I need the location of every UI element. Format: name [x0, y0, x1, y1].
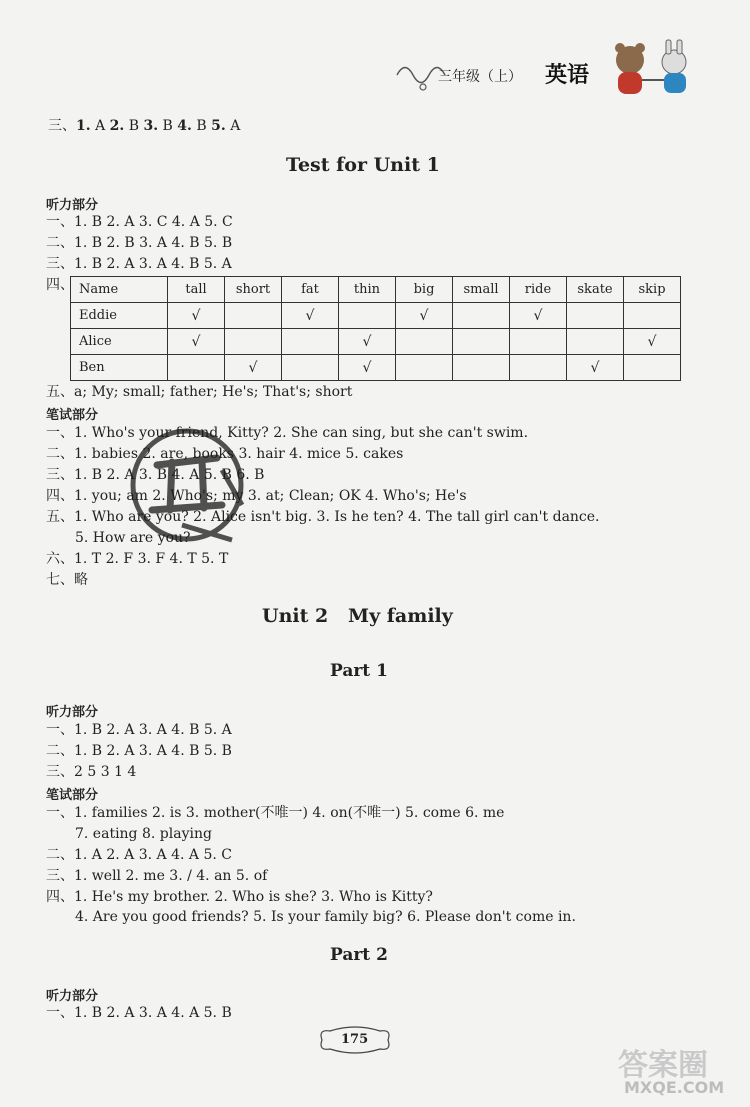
table-header-cell: tall	[168, 277, 225, 303]
answer-line: 二、1. B 2. B 3. A 4. B 5. B	[46, 235, 233, 251]
answer-line: 二、1. B 2. A 3. A 4. B 5. B	[46, 743, 232, 759]
answer-line: 5. How are you?	[75, 530, 191, 546]
table-cell	[282, 329, 339, 355]
answer-line: 五、1. Who are you? 2. Alice isn't big. 3. Is he ten? 4. The tall girl can't dance.	[46, 509, 600, 525]
answer-line: 七、略	[46, 572, 88, 588]
table-cell-name: Ben	[71, 355, 168, 381]
answer-line: 一、1. B 2. A 3. A 4. A 5. B	[46, 1005, 232, 1021]
table-cell: √	[624, 329, 681, 355]
table-cell	[453, 303, 510, 329]
table-cell	[225, 303, 282, 329]
answer-line: 二、1. babies 2. are, books 3. hair 4. mice 5. cakes	[46, 446, 404, 462]
answer-line: 三、1. B 2. A 3. B 4. A 5. B 6. B	[46, 467, 265, 483]
table-cell: √	[225, 355, 282, 381]
answer-line: 一、1. B 2. A 3. A 4. B 5. A	[46, 722, 232, 738]
part-title: Part 2	[330, 945, 388, 965]
table-cell: √	[168, 329, 225, 355]
table-header-cell: skate	[567, 277, 624, 303]
unit-title: Unit 2 My family	[262, 605, 453, 627]
answer-line: 一、1. Who's your friend, Kitty? 2. She can sing, but she can't swim.	[46, 425, 529, 441]
table-header-cell: big	[396, 277, 453, 303]
answer-line: 7. eating 8. playing	[75, 826, 212, 842]
answer-line: 六、1. T 2. F 3. F 4. T 5. T	[46, 551, 229, 567]
table-cell: √	[396, 303, 453, 329]
answer-line: 一、1. families 2. is 3. mother(不唯一) 4. on(不唯一) 5. come 6. me	[46, 805, 505, 821]
table-cell: √	[168, 303, 225, 329]
table-cell: √	[339, 355, 396, 381]
table-header-cell: ride	[510, 277, 567, 303]
table-cell	[225, 329, 282, 355]
stamp-logo	[112, 410, 262, 560]
answer-line: 三、1. A 2. B 3. B 4. B 5. A	[48, 118, 241, 134]
page-number: 175	[341, 1032, 369, 1047]
table-cell	[624, 355, 681, 381]
cartoon-animals-icon	[608, 38, 700, 100]
table-cell	[510, 329, 567, 355]
answer-line: 五、a; My; small; father; He's; That's; short	[46, 384, 353, 400]
answer-line: 三、2 5 3 1 4	[46, 764, 137, 780]
written-label: 笔试部分	[46, 788, 99, 803]
part-title: Part 1	[330, 661, 388, 681]
table-cell: √	[282, 303, 339, 329]
table-cell	[396, 355, 453, 381]
table-header-cell: Name	[71, 277, 168, 303]
answer-line: 三、1. B 2. A 3. A 4. B 5. A	[46, 256, 232, 272]
watermark-url: MXQE.COM	[624, 1078, 725, 1097]
table-cell: √	[339, 329, 396, 355]
written-label: 笔试部分	[46, 408, 99, 423]
table-cell-name: Eddie	[71, 303, 168, 329]
table-cell-name: Alice	[71, 329, 168, 355]
answer-line: 四、1. He's my brother. 2. Who is she? 3. Who is Kitty?	[46, 889, 433, 905]
table-header-cell: skip	[624, 277, 681, 303]
table-cell	[567, 329, 624, 355]
table-header-row	[71, 277, 681, 303]
answer-line: 三、1. well 2. me 3. / 4. an 5. of	[46, 868, 268, 884]
table-cell	[567, 303, 624, 329]
answer-line: 一、1. B 2. A 3. C 4. A 5. C	[46, 214, 233, 230]
table-header-cell: small	[453, 277, 510, 303]
table-cell	[453, 329, 510, 355]
table-cell: √	[567, 355, 624, 381]
answer-line: 四、1. you; am 2. Who's; my 3. at; Clean; OK 4. Who's; He's	[46, 488, 467, 504]
table-cell	[396, 329, 453, 355]
section-title: Test for Unit 1	[286, 154, 440, 176]
table-row	[71, 355, 681, 381]
grade-label: 三年级（上）	[438, 69, 522, 85]
table-cell	[168, 355, 225, 381]
answer-table	[70, 276, 681, 381]
listening-label: 听力部分	[46, 705, 99, 720]
listening-label: 听力部分	[46, 989, 99, 1004]
table-cell	[624, 303, 681, 329]
table-header-cell: thin	[339, 277, 396, 303]
table-row	[71, 303, 681, 329]
table-cell	[339, 303, 396, 329]
table-header-cell: fat	[282, 277, 339, 303]
table-row	[71, 329, 681, 355]
table-cell	[453, 355, 510, 381]
listening-label: 听力部分	[46, 198, 99, 213]
table-cell	[282, 355, 339, 381]
subject-label: 英语	[545, 63, 590, 88]
answer-line: 4. Are you good friends? 5. Is your family big? 6. Please don't come in.	[75, 909, 576, 925]
table-cell	[510, 355, 567, 381]
table-cell: √	[510, 303, 567, 329]
answer-line: 二、1. A 2. A 3. A 4. A 5. C	[46, 847, 232, 863]
watermark-logo: 答案圈	[618, 1048, 708, 1083]
table-header-cell: short	[225, 277, 282, 303]
question-label: 四、	[46, 277, 74, 293]
